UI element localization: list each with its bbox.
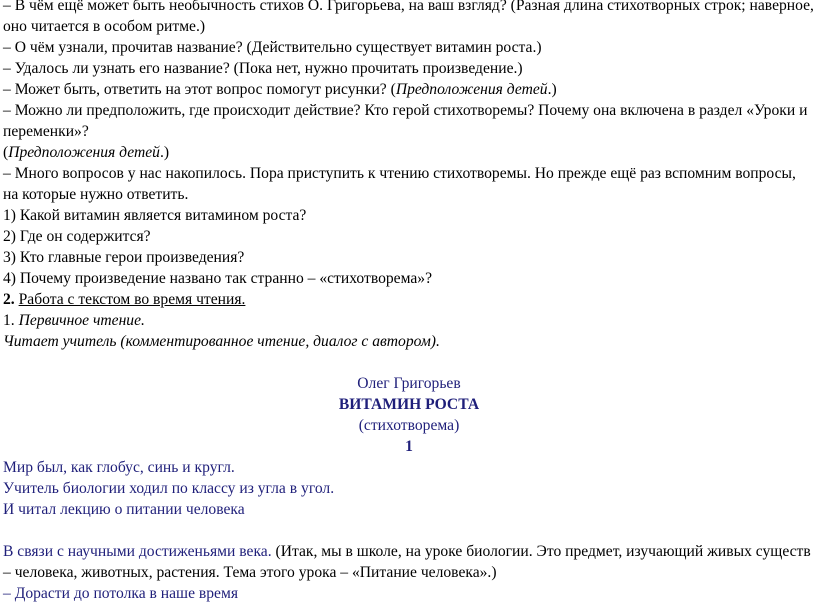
paragraph-question-unusual: – В чём ещё может быть необычность стихов О. Григорьева, на ваш взгляд? (Разная длина стихотворных строк; наверное, оно читается в особом ритме.): [3, 0, 814, 35]
poem-verse-2: Учитель биологии ходил по классу из угла в угол.: [3, 480, 335, 497]
poem-verse-1: Мир был, как глобус, синь и кругл.: [3, 459, 235, 476]
text: (: [3, 144, 9, 161]
subsection-title: Первичное чтение.: [18, 312, 145, 329]
poem-verse-5: – Дорасти до потолка в наше время: [3, 585, 239, 602]
question-3: 3) Кто главные герои произведения?: [3, 249, 245, 266]
question-1: 1) Какой витамин является витамином роста?: [3, 207, 307, 224]
document-body: [3, 0, 815, 604]
section-number: 2.: [3, 291, 15, 308]
reading-instruction: Читает учитель (комментированное чтение, диалог с автором).: [3, 333, 440, 350]
question-4: 4) Почему произведение названо так странно – «стихотворема»?: [3, 270, 432, 287]
poem-subtitle: (стихотворема): [358, 417, 460, 434]
poem-verse-3: И читал лекцию о питании человека: [3, 501, 245, 518]
text: .): [547, 81, 557, 98]
paragraph-question-setting: – Можно ли предположить, где происходит действие? Кто герой стихотворемы? Почему она включена в раздел «Уроки и переменки»?: [3, 102, 808, 140]
subsection-heading: [3, 310, 815, 331]
paragraph-many-questions: – Много вопросов у нас накопилось. Пора приступить к чтению стихотворемы. Но прежде ещё раз вспомним вопросы, на которые нужно ответить.: [3, 165, 796, 203]
poem-author: Олег Григорьев: [357, 375, 461, 392]
spacer: [3, 520, 815, 541]
italic-note: Предположения детей: [395, 81, 548, 98]
text: – Может быть, ответить на этот вопрос помогут рисунки? (: [3, 81, 396, 98]
paragraph-question-name: – Удалось ли узнать его название? (Пока нет, нужно прочитать произведение.): [3, 60, 523, 77]
paragraph-children-guesses: [3, 142, 815, 163]
italic-note: Предположения детей: [8, 144, 160, 161]
text: .): [159, 144, 170, 161]
poem-verse-4: В связи с научными достиженьями века.: [3, 543, 272, 560]
poem-title: ВИТАМИН РОСТА: [338, 396, 480, 413]
spacer: [3, 352, 815, 373]
teacher-comment: (Итак, мы в школе, на уроке биологии. Это предмет, изучающий живых существ – человека, животных, растения. Тема этого урока – «Питание человека».): [3, 543, 811, 581]
section-heading: [3, 289, 815, 310]
subsection-number: 1.: [3, 312, 15, 329]
paragraph-question-title: – О чём узнали, прочитав название? (Действительно существует витамин роста.): [3, 39, 542, 56]
poem-verse-4-with-comment: [3, 541, 815, 583]
poem-part-number: 1: [405, 438, 413, 455]
paragraph-question-pictures: [3, 79, 815, 100]
question-2: 2) Где он содержится?: [3, 228, 151, 245]
section-title: Работа с текстом во время чтения.: [18, 291, 246, 308]
